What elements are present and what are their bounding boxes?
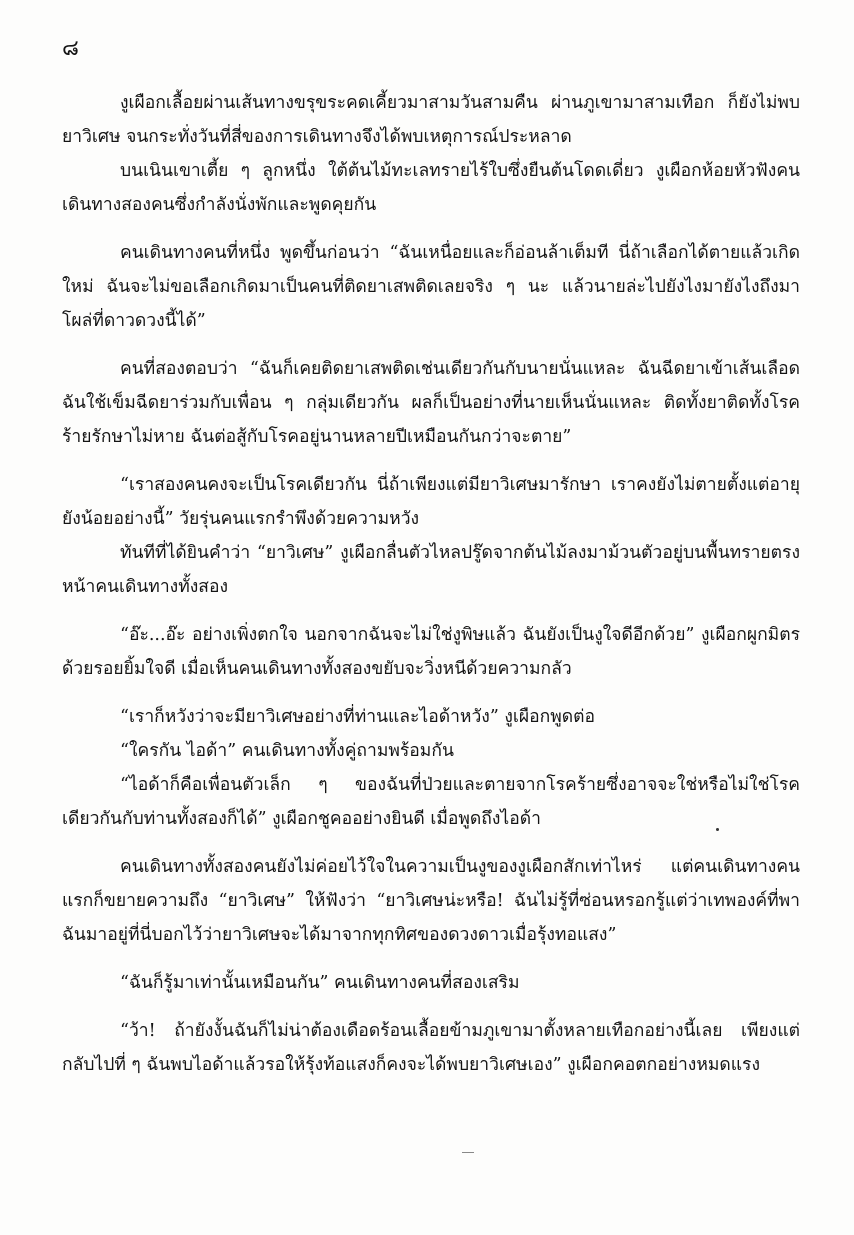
paragraph-8: “เราก็หวังว่าจะมียาวิเศษอย่างที่ท่านและไอด้าหวัง” งูเผือกพูดต่อ bbox=[120, 707, 596, 727]
paragraph-10: “ไอด้าก็คือเพื่อนตัวเล็ก ๆ ของฉันที่ป่วยและตายจากโรคร้ายซึ่งอาจจะใช่หรือไม่ใช่โรคเดียวกันกับท่านทั้งสองก็ได้” งูเผือกชูคออย่างยินดี เมื่อพูดถึงไอด้า bbox=[62, 775, 800, 829]
paragraph-6: ทันทีที่ได้ยินคำว่า “ยาวิเศษ” งูเผือกลื่นตัวไหลปรู๊ดจากต้นไม้ลงมาม้วนตัวอยู่บนพื้นทรายตรงหน้าคนเดินทางทั้งสอง bbox=[62, 543, 800, 597]
print-mark bbox=[462, 1152, 474, 1153]
print-speck bbox=[716, 828, 719, 831]
story-body bbox=[62, 86, 800, 1082]
paragraph-1: งูเผือกเลื้อยผ่านเส้นทางขรุขระคดเคี้ยวมาสามวันสามคืน ผ่านภูเขามาสามเทือก ก็ยังไม่พบยาวิเศษ จนกระทั่งวันที่สี่ของการเดินทางจึงได้พบเหตุการณ์ประหลาด bbox=[62, 93, 800, 147]
paragraph-13: “ว้า! ถ้ายังงั้นฉันก็ไม่น่าต้องเดือดร้อนเลื้อยข้ามภูเขามาตั้งหลายเทือกอย่างนี้เลย เพียงแต่กลับไปที่ ๆ ฉันพบไอด้าแล้วรอให้รุ้งท้อแสงก็คงจะได้พบยาวิเศษเอง” งูเผือกคอตกอย่างหมดแรง bbox=[62, 1021, 800, 1075]
paragraph-7: “อ๊ะ...อ๊ะ อย่างเพิ่งตกใจ นอกจากฉันจะไม่ใช่งูพิษแล้ว ฉันยังเป็นงูใจดีอีกด้วย” งูเผือกผูกมิตร ด้วยรอยยิ้มใจดี เมื่อเห็นคนเดินทางทั้งสองขยับจะวิ่งหนีด้วยความกลัว bbox=[62, 625, 800, 679]
paragraph-12: “ฉันก็รู้มาเท่านั้นเหมือนกัน” คนเดินทางคนที่สองเสริม bbox=[120, 973, 520, 993]
paragraph-2: บนเนินเขาเตี้ย ๆ ลูกหนึ่ง ใต้ต้นไม้ทะเลทรายไร้ใบซึ่งยืนต้นโดดเดี่ยว งูเผือกห้อยหัวฟังคนเดินทางสองคนซึ่งกำลังนั่งพักและพูดคุยกัน bbox=[62, 161, 800, 215]
paragraph-9: “ใครกัน ไอด้า” คนเดินทางทั้งคู่ถามพร้อมกัน bbox=[120, 741, 454, 761]
paragraph-11: คนเดินทางทั้งสองคนยังไม่ค่อยไว้ใจในความเป็นงูของงูเผือกสักเท่าไหร่ แต่คนเดินทางคนแรกก็ขยายความถึง “ยาวิเศษ” ให้ฟังว่า “ยาวิเศษน่ะหรือ! ฉันไม่รู้ที่ซ่อนหรอกรู้แต่ว่าเทพองค์ที่พาฉันมาอยู่ที่นี่บอกไว้ว่ายาวิเศษจะได้มาจากทุกทิศของดวงดาวเมื่อรุ้งทอแสง” bbox=[62, 857, 800, 945]
paragraph-3: คนเดินทางคนที่หนึ่ง พูดขึ้นก่อนว่า “ฉันเหนื่อยและก็อ่อนล้าเต็มที นี่ถ้าเลือกได้ตายแล้วเกิดใหม่ ฉันจะไม่ขอเลือกเกิดมาเป็นคนที่ติดยาเสพติดเลยจริง ๆ นะ แล้วนายล่ะไปยังไงมายังไงถึงมาโผล่ที่ดาวดวงนี้ได้” bbox=[62, 243, 800, 331]
paragraph-5: “เราสองคนคงจะเป็นโรคเดียวกัน นี่ถ้าเพียงแต่มียาวิเศษมารักษา เราคงยังไม่ตายตั้งแต่อายุยังน้อยอย่างนี้” วัยรุ่นคนแรกรำพึงด้วยความหวัง bbox=[62, 475, 800, 529]
paragraph-4: คนที่สองตอบว่า “ฉันก็เคยติดยาเสพติดเช่นเดียวกันกับนายนั่นแหละ ฉันฉีดยาเข้าเส้นเลือด ฉันใช้เข็มฉีดยาร่วมกับเพื่อน ๆ กลุ่มเดียวกัน ผลก็เป็นอย่างที่นายเห็นนั่นแหละ ติดทั้งยาติดทั้งโรคร้ายรักษาไม่หาย ฉันต่อสู้กับโรคอยู่นานหลายปีเหมือนกันกว่าจะตาย” bbox=[62, 359, 800, 447]
page-number: ๘ bbox=[62, 36, 79, 61]
